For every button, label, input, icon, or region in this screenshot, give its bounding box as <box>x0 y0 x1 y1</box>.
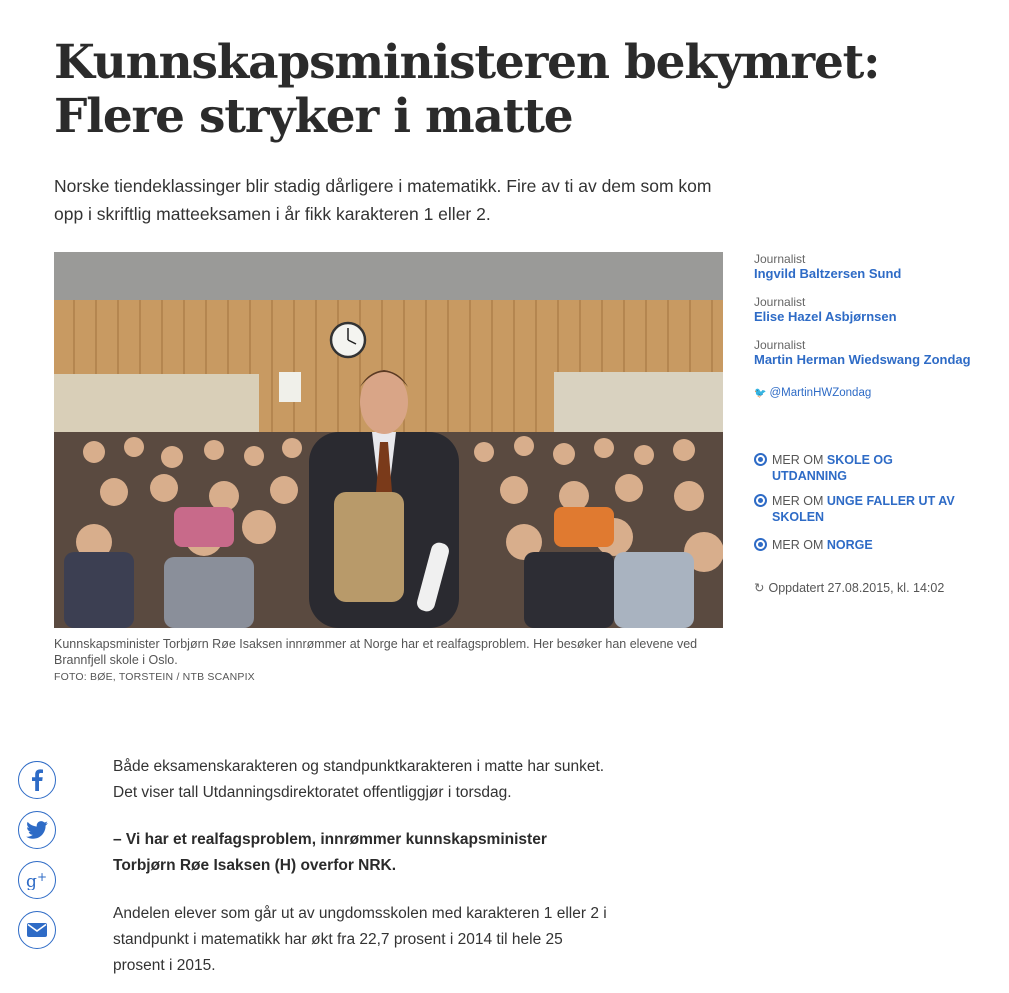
related-topic-link[interactable]: UNGE FALLER UT AV SKOLEN <box>772 494 955 524</box>
journalist-link[interactable]: Elise Hazel Asbjørnsen <box>754 309 897 324</box>
topic-dot-icon <box>754 453 767 466</box>
journalist-link[interactable]: Martin Herman Wiedswang Zondag <box>754 352 971 367</box>
twitter-icon: 🐦 <box>754 388 767 399</box>
byline-3 <box>754 338 994 368</box>
related-topic-3[interactable] <box>754 537 964 553</box>
article-paragraph-1: Både eksamenskarakteren og standpunktkarakteren i matte har sunket. Det viser tall Utdanningsdirektoratet offentliggjør i torsdag. <box>113 758 605 801</box>
related-prefix: MER OM <box>772 453 824 467</box>
byline-1 <box>754 252 994 282</box>
related-topic-1[interactable] <box>754 452 964 484</box>
share-facebook-button[interactable] <box>18 761 56 799</box>
byline-role: Journalist <box>754 252 806 266</box>
updated-timestamp <box>754 580 944 595</box>
related-topic-2[interactable] <box>754 493 964 525</box>
share-twitter-button[interactable] <box>18 811 56 849</box>
photo-caption: Kunnskapsminister Torbjørn Røe Isaksen innrømmer at Norge har et realfagsproblem. Her besøker han elevene ved Brannfjell skole i Oslo. <box>54 637 698 667</box>
email-icon <box>27 923 47 937</box>
refresh-icon: ↻ <box>754 581 765 595</box>
google-plus-icon <box>25 870 49 890</box>
article-photo[interactable] <box>54 252 723 628</box>
twitter-handle-link[interactable] <box>754 387 871 399</box>
share-email-button[interactable] <box>18 911 56 949</box>
related-prefix: MER OM <box>772 494 824 508</box>
article-paragraph-3: Andelen elever som går ut av ungdomsskolen med karakteren 1 eller 2 i standpunkt i matematikk har økt fra 22,7 prosent i 2014 til hele 25 prosent i 2015. <box>113 905 607 974</box>
svg-text:+: + <box>37 870 48 884</box>
topic-dot-icon <box>754 538 767 551</box>
photo-credit: FOTO: BØE, TORSTEIN / NTB SCANPIX <box>54 671 255 683</box>
svg-text:g: g <box>26 872 37 890</box>
classroom-photo <box>54 252 723 628</box>
twitter-icon <box>26 821 48 839</box>
byline-role: Journalist <box>754 295 806 309</box>
twitter-handle: @MartinHWZondag <box>769 387 872 399</box>
updated-text: Oppdatert 27.08.2015, kl. 14:02 <box>768 581 945 595</box>
related-topic-link[interactable]: SKOLE OG UTDANNING <box>772 453 893 483</box>
byline-2 <box>754 295 994 325</box>
journalist-link[interactable]: Ingvild Baltzersen Sund <box>754 266 902 281</box>
byline-role: Journalist <box>754 338 806 352</box>
share-googleplus-button[interactable] <box>18 861 56 899</box>
article-quote: – Vi har et realfagsproblem, innrømmer kunnskapsminister Torbjørn Røe Isaksen (H) overfor NRK. <box>113 831 547 874</box>
related-topic-link[interactable]: NORGE <box>826 538 873 552</box>
topic-dot-icon <box>754 494 767 507</box>
facebook-icon <box>30 769 44 791</box>
article-lead: Norske tiendeklassinger blir stadig dårligere i matematikk. Fire av ti av dem som kom opp i skriftlig matteeksamen i år fikk karakteren 1 eller 2. <box>54 176 712 224</box>
related-prefix: MER OM <box>772 538 824 552</box>
article-headline: Kunnskapsministeren bekymret: Flere stryker i matte <box>54 35 880 144</box>
